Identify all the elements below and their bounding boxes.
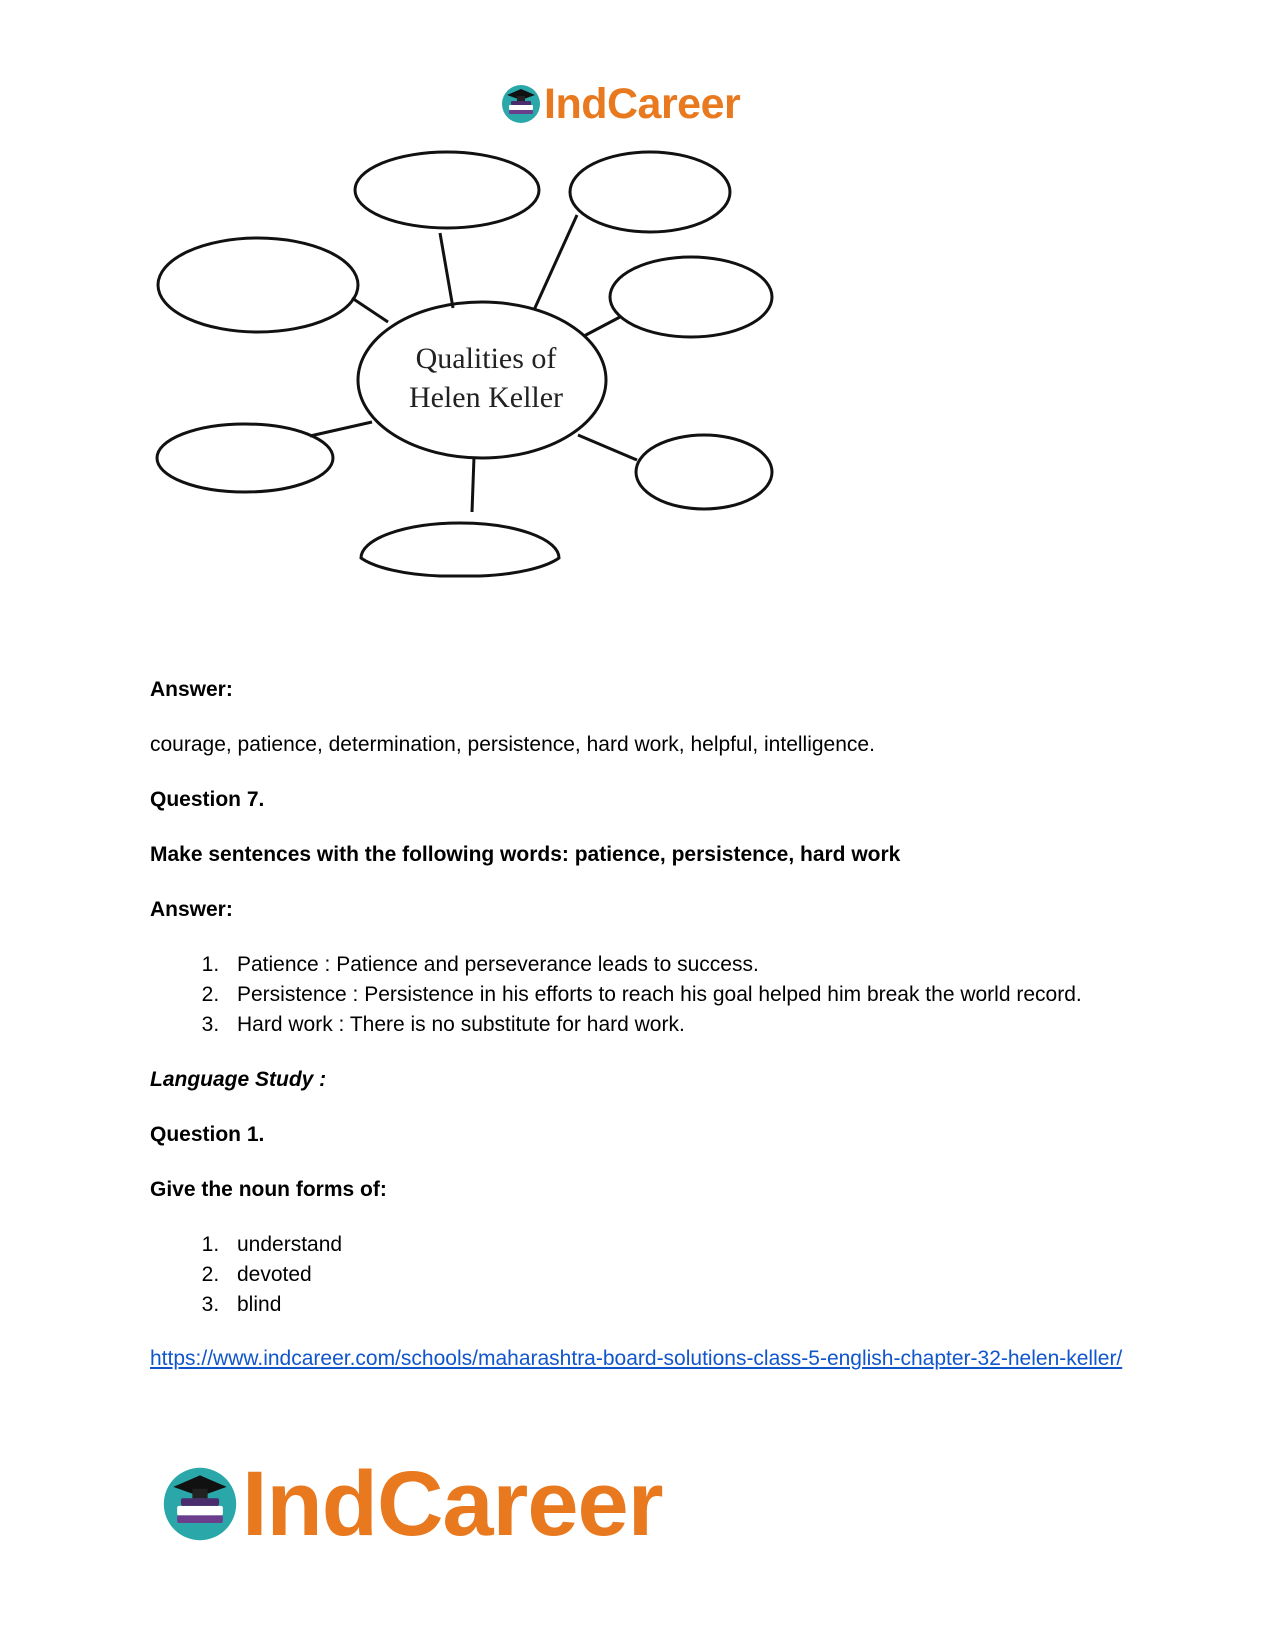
graduation-book-icon (500, 83, 542, 125)
mind-map (150, 150, 830, 620)
empty-bubble (636, 435, 772, 509)
empty-bubble (157, 424, 333, 492)
footer-logo (160, 1453, 663, 1555)
question-label: Question 1. (150, 1123, 265, 1146)
list-item: 2. devoted (225, 1260, 1130, 1290)
connector-line (440, 233, 453, 308)
list-item: 3. Hard work : There is no substitute for hard work. (225, 1010, 1130, 1040)
empty-bubble (158, 238, 358, 332)
empty-bubble (355, 152, 539, 228)
header-logo (500, 78, 740, 130)
answer-label: Answer: (150, 678, 233, 701)
qualities-diagram (150, 150, 830, 620)
connector-line (352, 298, 388, 322)
empty-bubble (570, 152, 730, 232)
center-label-line2: Helen Keller (408, 381, 564, 414)
center-label-line1: Qualities of (415, 342, 557, 375)
connector-line (534, 215, 577, 310)
list-item: 1. understand (225, 1230, 1130, 1260)
empty-bubble (610, 257, 772, 337)
source-link[interactable]: https://www.indcareer.com/schools/maharashtra-board-solutions-class-5-english-chapter-32-helen-keller/ (150, 1347, 1123, 1370)
brand-name: IndCareer (242, 1453, 663, 1555)
brand-name: IndCareer (544, 79, 741, 128)
list-item: 3. blind (225, 1290, 1130, 1320)
question-label: Question 7. (150, 788, 265, 811)
question-prompt: Make sentences with the following words: patience, persistence, hard work (150, 843, 901, 866)
question-prompt: Give the noun forms of: (150, 1178, 387, 1201)
graduation-book-icon (160, 1464, 240, 1544)
center-bubble (358, 302, 606, 458)
list-item: 1. Patience : Patience and perseverance leads to success. (225, 950, 1130, 980)
empty-bubble (361, 523, 559, 576)
sentence-list (150, 950, 1130, 1040)
section-heading: Language Study : (150, 1068, 327, 1091)
answer-text: courage, patience, determination, persistence, hard work, helpful, intelligence. (150, 733, 875, 756)
connector-line (310, 422, 372, 436)
connector-line (472, 457, 474, 512)
answer-label: Answer: (150, 898, 233, 921)
document-body (150, 675, 1130, 1377)
connector-line (578, 435, 637, 460)
word-list (150, 1230, 1130, 1320)
list-item: 2. Persistence : Persistence in his efforts to reach his goal helped him break the world record. (225, 980, 1130, 1010)
connector-line (584, 317, 620, 336)
